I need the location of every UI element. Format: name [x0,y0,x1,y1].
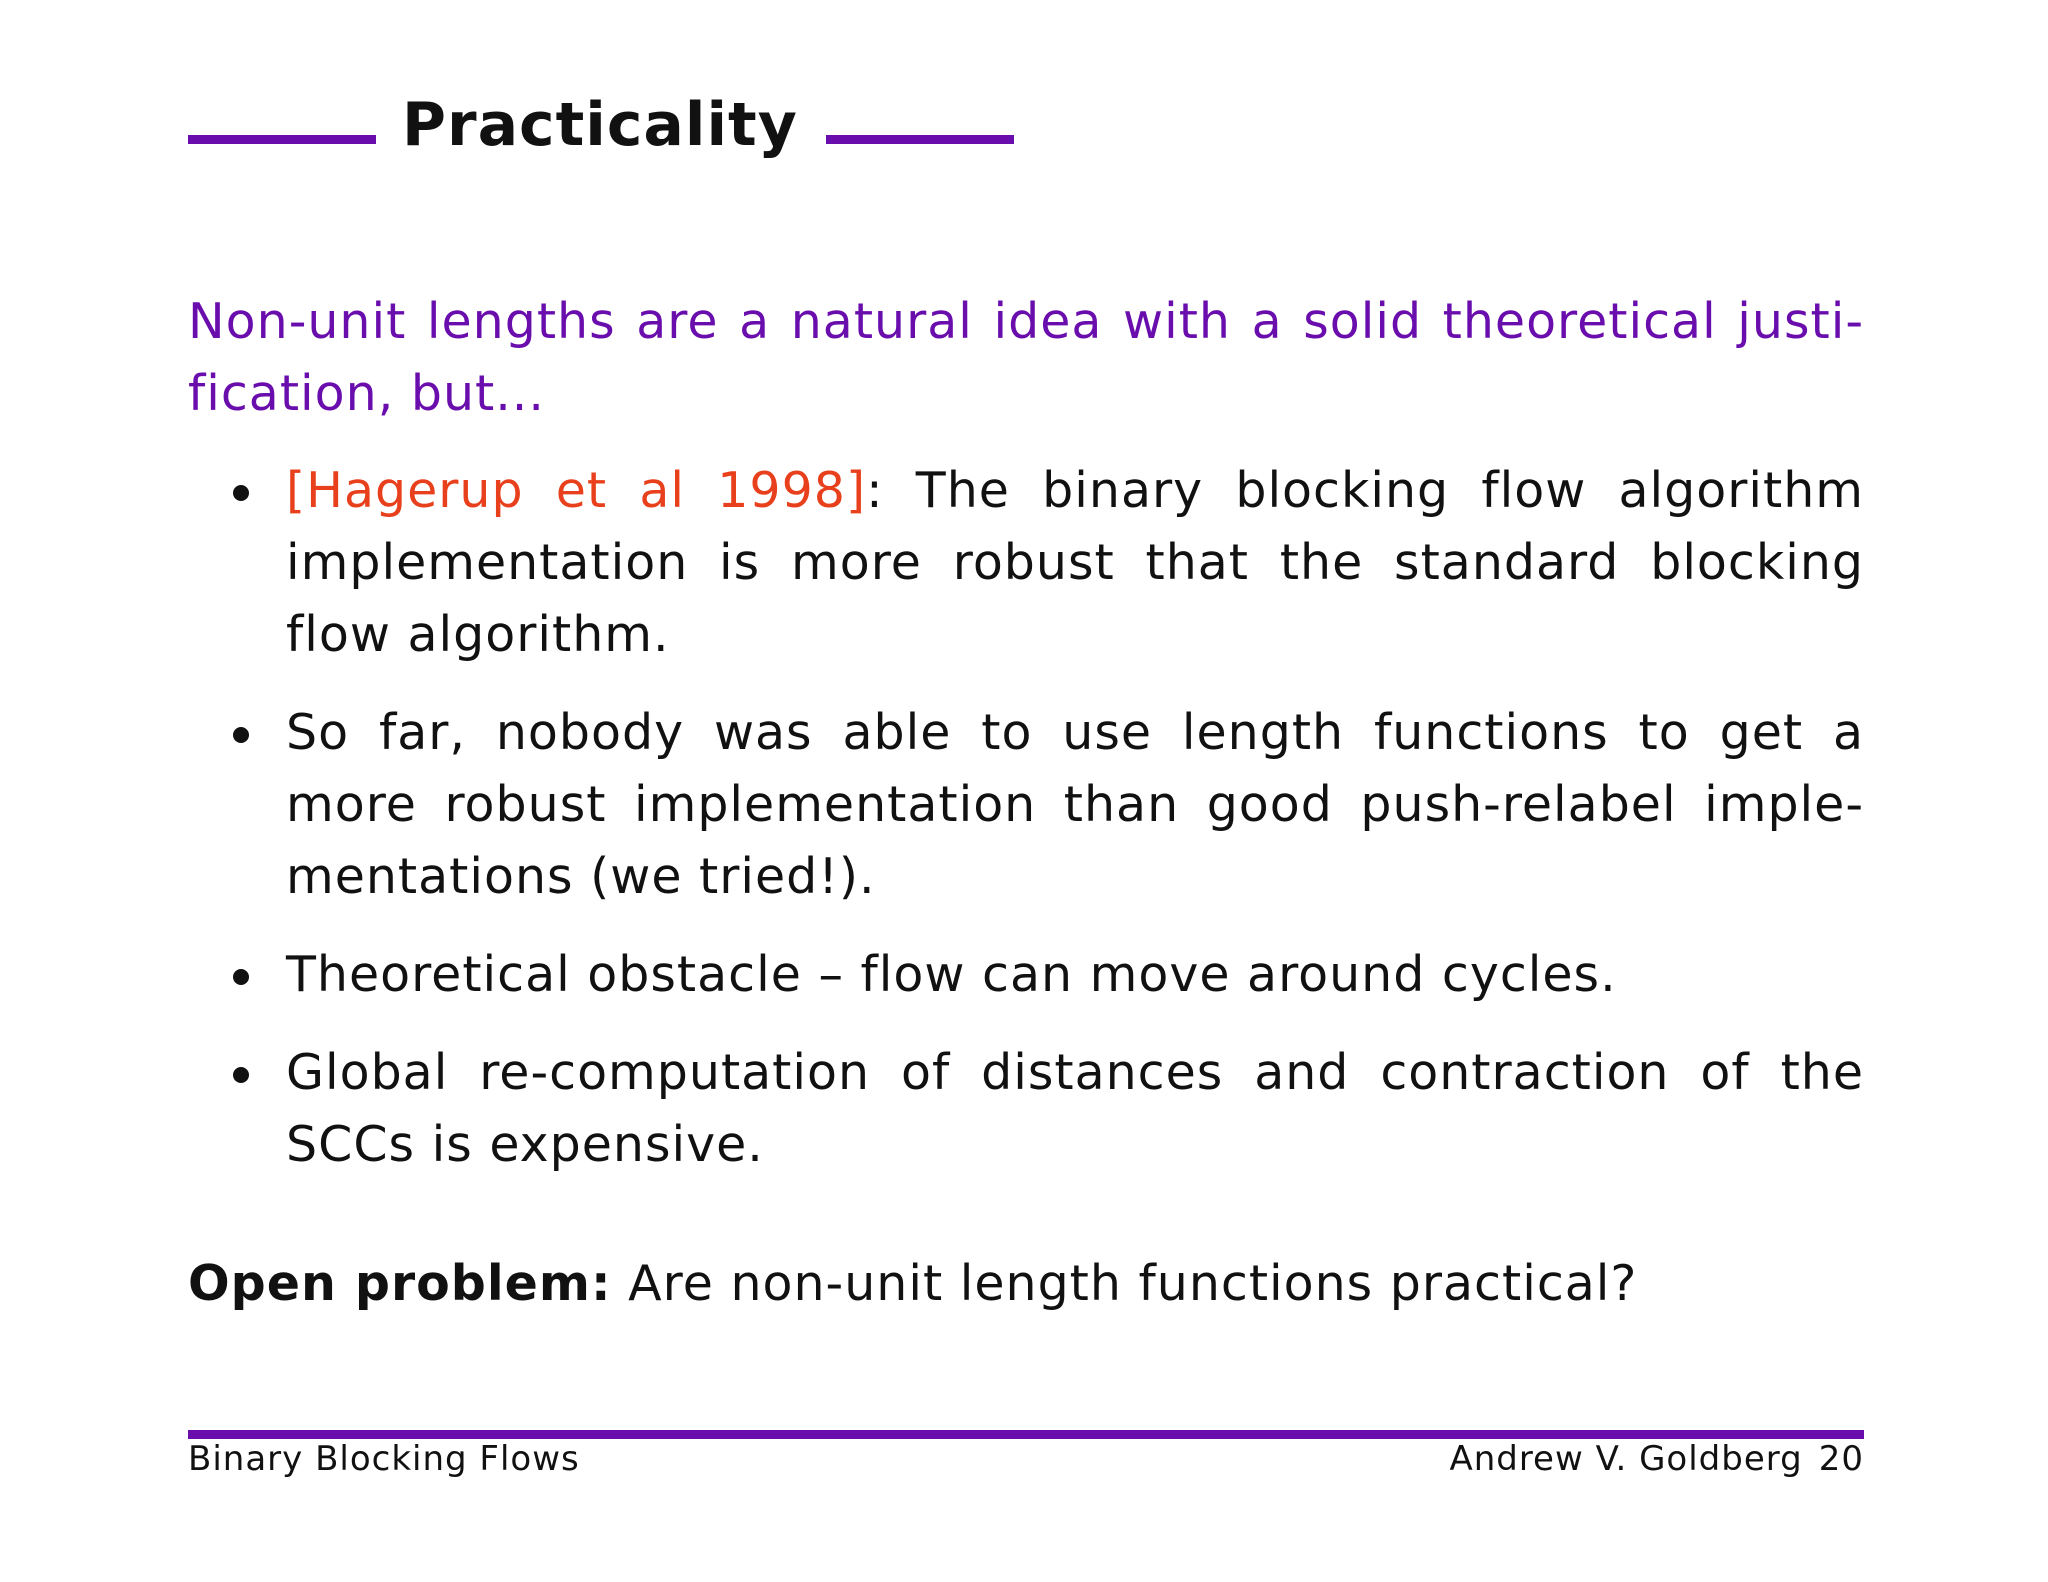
bullet-list [188,455,1864,1207]
page-number: 20 [1818,1439,1864,1479]
bullet-text: Theoretical obstacle – flow can move around cycles. [286,946,1617,1003]
footer-author: Andrew V. Goldberg [1449,1439,1803,1479]
bullet-dot-icon [233,727,249,743]
footer-title: Binary Blocking Flows [188,1439,580,1479]
bullet-item [188,455,1864,671]
citation: [Hagerup et al 1998] [286,462,867,519]
title-bar-left [188,135,376,144]
bullet-dot-icon [233,485,249,501]
open-problem-text: Are non-unit length functions practical? [628,1255,1638,1312]
open-problem-label: Open problem: [188,1255,612,1312]
title-bar-right [826,135,1014,144]
bullet-dot-icon [233,969,249,985]
footer-right [1449,1437,1864,1481]
bullet-text: Global re-computation of distances and contraction of the SCCs is expensive. [286,1044,1864,1173]
bullet-text: : The binary blocking flow algorithm implementation is more robust that the standard blocking flow algorithm. [286,462,1864,663]
open-problem [188,1248,1864,1320]
title-row [188,80,1014,170]
page-title: Practicality [402,90,798,160]
intro-paragraph: Non-unit lengths are a natural idea with a solid theoretical justi-fication, but... [188,293,1864,422]
bullet-item [188,939,1864,1011]
bullet-dot-icon [233,1067,249,1083]
bullet-item [188,697,1864,913]
bullet-text: So far, nobody was able to use length functions to get a more robust implementation than good push-relabel imple-mentations (we tried!). [286,704,1864,905]
bullet-item [188,1037,1864,1181]
